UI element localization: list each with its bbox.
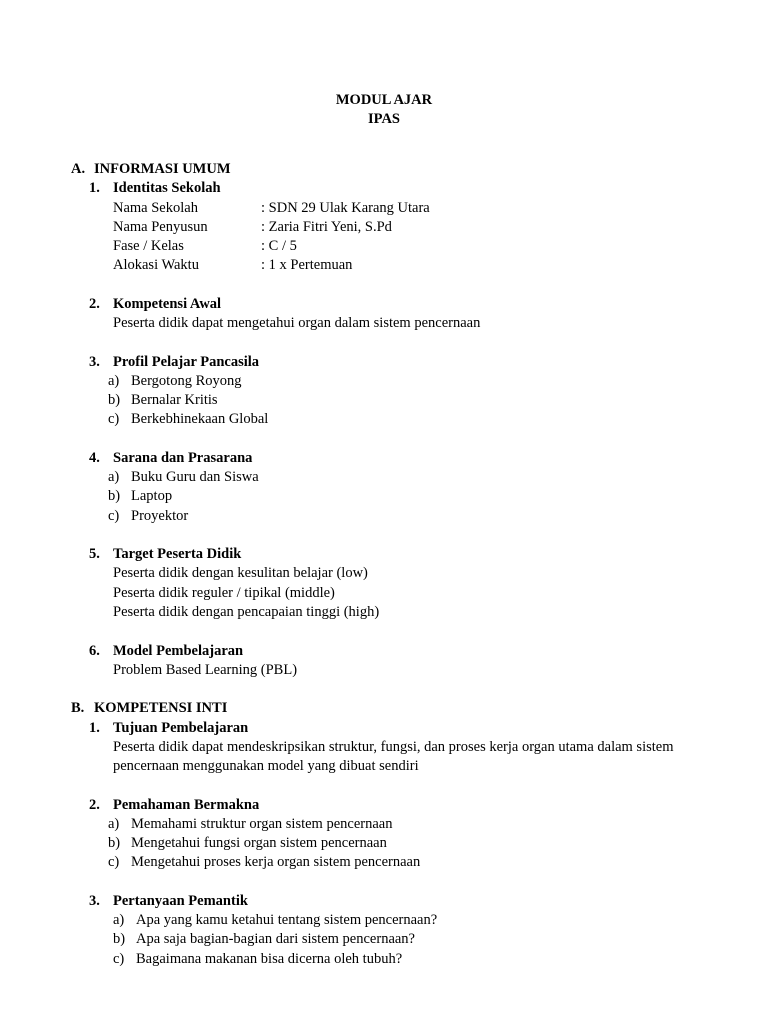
list-marker: c) xyxy=(108,508,120,524)
list-item: Laptop xyxy=(131,488,173,504)
list-item: Mengetahui proses kerja organ sistem pencernaan xyxy=(131,854,421,870)
list-item: Proyektor xyxy=(131,508,189,524)
list-marker: b) xyxy=(108,835,121,851)
list-marker: b) xyxy=(113,931,126,947)
subsection-number: 5. xyxy=(89,546,100,562)
section-b-heading: KOMPETENSI INTI xyxy=(94,700,228,716)
list-marker: a) xyxy=(108,469,120,485)
subsection-number: 1. xyxy=(89,720,100,736)
info-label: Fase / Kelas xyxy=(113,238,184,254)
subsection-title: Profil Pelajar Pancasila xyxy=(113,354,260,370)
list-marker: c) xyxy=(113,951,125,967)
list-marker: b) xyxy=(108,488,121,504)
list-item: Mengetahui fungsi organ sistem pencernaan xyxy=(131,835,387,851)
section-b-letter: B. xyxy=(71,700,85,716)
list-marker: b) xyxy=(108,392,121,408)
subsection-title: Pertanyaan Pemantik xyxy=(113,893,248,909)
list-marker: a) xyxy=(108,816,120,832)
list-item: Berkebhinekaan Global xyxy=(131,411,269,427)
info-label: Nama Penyusun xyxy=(113,219,208,235)
info-value: : Zaria Fitri Yeni, S.Pd xyxy=(261,219,392,235)
subsection-title: Kompetensi Awal xyxy=(113,296,222,312)
subsection-number: 2. xyxy=(89,296,100,312)
paragraph-text: Peserta didik dapat mengetahui organ dalam sistem pencernaan xyxy=(113,315,481,331)
paragraph-text: Peserta didik reguler / tipikal (middle) xyxy=(113,585,335,601)
info-value: : C / 5 xyxy=(261,238,297,254)
list-item: Bernalar Kritis xyxy=(131,392,218,408)
subsection-title: Sarana dan Prasarana xyxy=(113,450,253,466)
document-subtitle: IPAS xyxy=(368,111,400,127)
list-item: Apa saja bagian-bagian dari sistem pencernaan? xyxy=(136,931,415,947)
info-label: Nama Sekolah xyxy=(113,200,198,216)
paragraph-text: Problem Based Learning (PBL) xyxy=(113,662,298,678)
subsection-title: Model Pembelajaran xyxy=(113,643,244,659)
paragraph-text: Peserta didik dengan kesulitan belajar (low) xyxy=(113,565,368,581)
list-item: Memahami struktur organ sistem pencernaan xyxy=(131,816,393,832)
subsection-title: Identitas Sekolah xyxy=(113,180,221,196)
info-value: : SDN 29 Ulak Karang Utara xyxy=(261,200,430,216)
info-value: : 1 x Pertemuan xyxy=(261,257,353,273)
list-marker: c) xyxy=(108,411,120,427)
paragraph-text: pencernaan menggunakan model yang dibuat sendiri xyxy=(113,758,419,774)
list-item: Buku Guru dan Siswa xyxy=(131,469,259,485)
section-a-letter: A. xyxy=(71,161,86,177)
subsection-number: 6. xyxy=(89,643,100,659)
paragraph-text: Peserta didik dapat mendeskripsikan struktur, fungsi, dan proses kerja organ utama dalam sistem xyxy=(113,739,674,755)
subsection-number: 4. xyxy=(89,450,100,466)
subsection-title: Pemahaman Bermakna xyxy=(113,797,260,813)
subsection-number: 3. xyxy=(89,893,100,909)
subsection-number: 1. xyxy=(89,180,100,196)
list-item: Bagaimana makanan bisa dicerna oleh tubuh? xyxy=(136,951,403,967)
list-item: Apa yang kamu ketahui tentang sistem pencernaan? xyxy=(136,912,438,928)
info-label: Alokasi Waktu xyxy=(113,257,199,273)
subsection-number: 3. xyxy=(89,354,100,370)
section-a-heading: INFORMASI UMUM xyxy=(94,161,231,177)
list-marker: a) xyxy=(108,373,120,389)
list-marker: c) xyxy=(108,854,120,870)
subsection-title: Tujuan Pembelajaran xyxy=(113,720,249,736)
paragraph-text: Peserta didik dengan pencapaian tinggi (high) xyxy=(113,604,380,620)
list-marker: a) xyxy=(113,912,125,928)
subsection-number: 2. xyxy=(89,797,100,813)
subsection-title: Target Peserta Didik xyxy=(113,546,242,562)
document-title: MODUL AJAR xyxy=(335,92,433,108)
list-item: Bergotong Royong xyxy=(131,373,242,389)
